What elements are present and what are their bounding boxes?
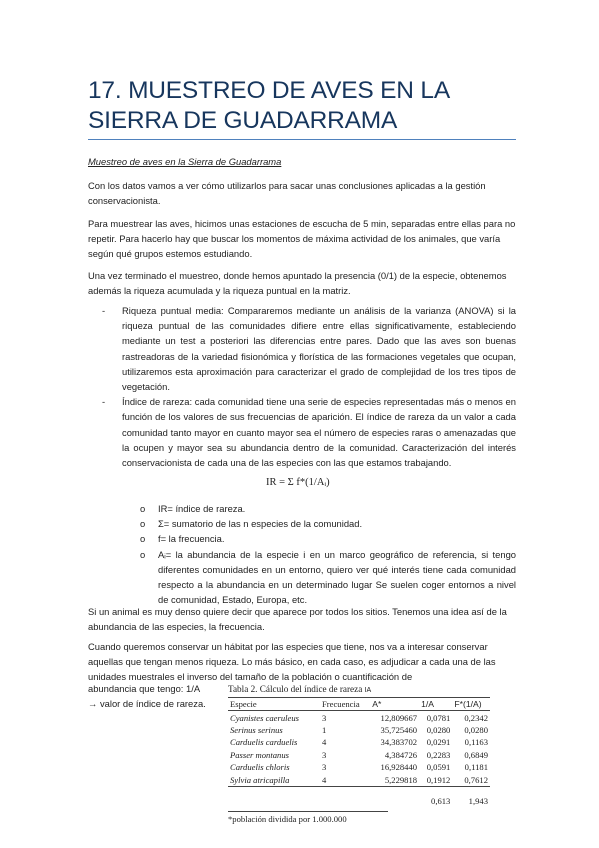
paragraph-matrix: Una vez terminado el muestreo, donde hemos apuntado la presencia (0/1) de la especie, obtenemos además la riqueza acumulada y la riqueza puntual en la matriz. xyxy=(88,270,507,297)
cell-weighted: 0,7612 xyxy=(452,773,490,786)
bullet-item-richness xyxy=(102,303,516,394)
cell-abundance: 12,809667 xyxy=(380,712,418,723)
total-weighted: 1,943 xyxy=(468,795,488,806)
rarity-table-block xyxy=(228,684,498,824)
table-header-row xyxy=(228,698,490,711)
header-weighted: F*(1/A) xyxy=(452,698,490,711)
cell-weighted: 0,6849 xyxy=(464,749,488,760)
cell-inverse: 0,0781 xyxy=(426,712,451,723)
cell-abundance: 35,725460 xyxy=(380,724,418,735)
rarity-table xyxy=(228,697,490,807)
bullet-marker: - xyxy=(102,396,106,408)
bullet-list xyxy=(102,303,516,470)
sub-bullet-marker: o xyxy=(140,533,146,545)
cell-frequency: 3 xyxy=(322,712,327,723)
sub-bullet-text: Aᵢ= la abundancia de la especie i en un marco geográfico de referencia, si tengo diferentes comunidades en un entorno, quiero ver qué interés tiene cada comunidad respecto a la abundancia en un determinado lugar Se suelen coger entornos a nivel de comunidad, Estado, Europa, etc. xyxy=(158,548,516,606)
table-caption-mark: IA xyxy=(364,687,372,694)
sub-bullet-text: f= la frecuencia. xyxy=(158,533,225,545)
header-abundance: A* xyxy=(370,698,419,711)
cell-inverse: 0,0591 xyxy=(426,762,451,773)
sub-bullet-marker: o xyxy=(140,518,146,530)
cell-abundance: 4,384726 xyxy=(384,749,418,760)
table-row xyxy=(228,749,490,761)
cell-weighted: 0,1163 xyxy=(464,737,488,748)
cell-abundance: 5,229818 xyxy=(370,773,419,786)
table-caption-text: Tabla 2. Cálculo del índice de rareza xyxy=(228,684,363,694)
sub-bullet-item xyxy=(140,531,516,546)
cell-species: Passer montanus xyxy=(230,749,289,760)
cell-species: Carduelis chloris xyxy=(230,762,290,773)
cell-frequency: 4 xyxy=(322,737,327,748)
sub-bullet-text: Σ= sumatorio de las n especies de la comunidad. xyxy=(158,518,363,530)
bullet-text: Riqueza puntual media: Compararemos mediante un análisis de la varianza (ANOVA) si la riqueza puntual de las comunidades difiere entre ellas significativamente, estableciendo mediante un test a posteriori las diferencias entre pares. Dado que las aves son buenas rastreadoras de la variedad fisionómica y florística de las formaciones vegetales que ocupan, utilizaremos esta aproximación para caracterizar el grado de complejidad de los tres tipos de vegetación. xyxy=(122,305,516,393)
sub-bullet-marker: o xyxy=(140,503,146,514)
title-rule xyxy=(88,139,516,140)
sub-bullet-item xyxy=(140,501,516,516)
paragraph-abundance: abundancia que tengo: 1/A xyxy=(88,683,201,694)
cell-species: Serinus serinus xyxy=(230,724,283,735)
sub-bullet-marker: o xyxy=(140,548,146,560)
cell-weighted: 0,0280 xyxy=(464,724,488,735)
rarity-formula: IR = Σ f*(1/Aᵢ) xyxy=(266,477,330,488)
cell-weighted: 0,2342 xyxy=(464,712,488,723)
cell-abundance: 16,928440 xyxy=(380,762,418,773)
paragraph-sampling: Para muestrear las aves, hicimos unas estaciones de escucha de 5 min, separadas entre ellas para no repetir. Para hacerlo hay que buscar los momentos de máxima actividad de los animales, que varía según qué grupos estemos estudiando. xyxy=(88,218,516,260)
cell-frequency: 3 xyxy=(322,749,327,760)
bullet-item-rarity xyxy=(102,394,516,470)
cell-frequency: 3 xyxy=(322,762,327,773)
paragraph-rarity-value: → valor de índice de rareza. xyxy=(88,698,206,709)
cell-inverse: 0,2283 xyxy=(426,749,451,760)
table-row xyxy=(228,711,490,724)
cell-species: Cyanistes caeruleus xyxy=(230,712,299,723)
header-frequency: Frecuencia xyxy=(320,698,370,711)
cell-species: Carduelis carduelis xyxy=(230,737,298,748)
footnote-rule xyxy=(228,811,388,812)
paragraph-density: Si un animal es muy denso quiere decir que aparece por todos los sitios. Tenemos una idea así de la abundancia de las especies, la frecuencia. xyxy=(88,606,507,633)
table-row xyxy=(228,761,490,773)
section-subtitle: Muestreo de aves en la Sierra de Guadarrama xyxy=(88,156,282,167)
paragraph-intro: Con los datos vamos a ver cómo utilizarlos para sacar unas conclusiones aplicadas a la gestión conservacionista. xyxy=(88,180,486,207)
cell-weighted: 0,1181 xyxy=(464,762,488,773)
bullet-marker: - xyxy=(102,305,106,316)
cell-species: Sylvia atricapilla xyxy=(228,773,320,786)
page-title: 17. MUESTREO DE AVES EN LA SIERRA DE GUADARRAMA xyxy=(88,77,449,134)
table-footnote: *población dividida por 1.000.000 xyxy=(228,814,347,825)
sub-bullet-text: IR= índice de rareza. xyxy=(158,503,246,514)
sub-bullet-item xyxy=(140,516,516,531)
cell-inverse: 0,1912 xyxy=(419,773,452,786)
cell-abundance: 34,383702 xyxy=(380,737,418,748)
table-totals-row xyxy=(228,786,490,807)
cell-inverse: 0,0280 xyxy=(426,724,451,735)
cell-inverse: 0,0291 xyxy=(426,737,451,748)
table-row xyxy=(228,724,490,736)
bullet-text: Índice de rareza: cada comunidad tiene una serie de especies representadas más o menos en función de los valores de sus frecuencias de aparición. El índice de rareza da un valor a cada comunidad tanto mayor en cuanto mayor sea el número de especies raras o amenazadas que la ocupen y mayor sea su abundancia dentro de la comunidad. Caracterización del interés conservacionista de cada una de las especies con las que estamos trabajando. xyxy=(122,396,516,469)
header-species: Especie xyxy=(228,698,320,711)
sub-bullet-item xyxy=(140,547,516,608)
table-row xyxy=(228,773,490,786)
table-row xyxy=(228,736,490,748)
sub-bullet-list xyxy=(140,501,516,607)
total-inverse: 0,613 xyxy=(431,795,451,806)
table-caption xyxy=(228,684,498,696)
cell-frequency: 4 xyxy=(320,773,370,786)
header-inverse: 1/A xyxy=(419,698,452,711)
paragraph-conservation: Cuando queremos conservar un hábitat por las especies que tiene, nos va a interesar conservar aquellas que tengan menos riqueza. Lo más básico, en cada caso, es adjudicar a cada una de las unidades muestrales el inverso del tamaño de la población o cuantificación de xyxy=(88,641,496,683)
cell-frequency: 1 xyxy=(322,724,327,735)
